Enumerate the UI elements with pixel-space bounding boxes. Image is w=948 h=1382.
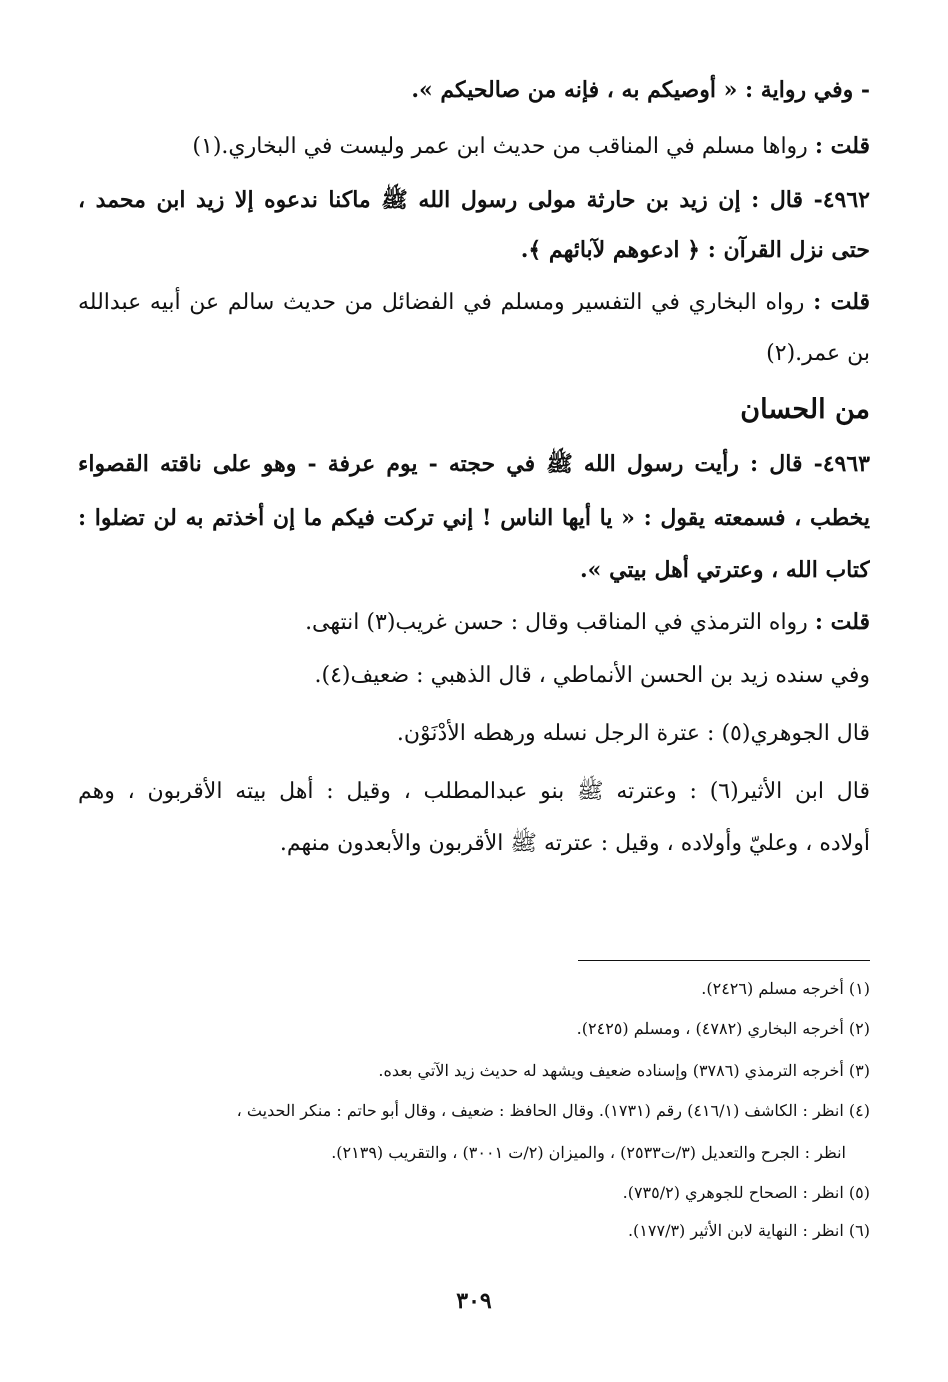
footnote-6: (٦) انظر : النهاية لابن الأثير (١٧٧/٣). [627, 1221, 870, 1240]
narration-variant-line: - وفي رواية : « أوصيكم به ، فإنه من صالحيكم ». [411, 77, 870, 103]
lexical-note: قال الجوهري(٥) : عترة الرجل نسله ورهطه الأدْنَوْن. [396, 721, 870, 746]
comment-line [78, 284, 870, 321]
comment-text: رواها مسلم في المناقب من حديث ابن عمر وليست في البخاري.(١) [192, 134, 815, 159]
footnote-1: (١) أخرجه مسلم (٢٤٢٦). [701, 979, 870, 998]
section-heading: من الحسان [740, 394, 870, 425]
hadith-4963-line-1: ٤٩٦٣- قال : رأيت رسول الله ﷺ في حجته - يوم عرفة - وهو على ناقته القصواء [78, 451, 870, 477]
footnote-5: (٥) انظر : الصحاح للجوهري (٧٣٥/٢). [622, 1183, 870, 1202]
hadith-4962-line-1: ٤٩٦٢- قال : إن زيد بن حارثة مولى رسول الله ﷺ ماكنا ندعوه إلا زيد ابن محمد ، [78, 187, 870, 213]
comment-line [78, 128, 870, 165]
page-number: ٣٠٩ [456, 1288, 492, 1314]
comment-continuation: بن عمر.(٢) [766, 341, 870, 366]
comment-text: رواه الترمذي في المناقب وقال : حسن غريب(٣) انتهى. [305, 610, 815, 635]
comment-text: رواه البخاري في التفسير ومسلم في الفضائل من حديث سالم عن أبيه عبدالله [78, 290, 814, 315]
hadith-4963-line-3: كتاب الله ، وعترتي أهل بيتي ». [580, 557, 870, 583]
narrator-note: وفي سنده زيد بن الحسن الأنماطي ، قال الذهبي : ضعيف(٤). [314, 663, 870, 688]
comment-label: قلت : [813, 289, 870, 315]
footnote-4-line-2: انظر : الجرح والتعديل (٣/ت٢٥٣٣) ، والميزان (٢/ت ٣٠٠١) ، والتقريب (٢١٣٩). [331, 1143, 846, 1162]
footnote-3: (٣) أخرجه الترمذي (٣٧٨٦) وإسناده ضعيف ويشهد له حديث زيد الآتي بعده. [378, 1061, 870, 1080]
comment-line [78, 604, 870, 641]
lexical-note-line-2: أولاده ، وعليّ وأولاده ، وقيل : عترته ﷺ الأقربون والأبعدون منهم. [279, 831, 870, 856]
comment-label: قلت : [814, 609, 870, 635]
footnote-2: (٢) أخرجه البخاري (٤٧٨٢) ، ومسلم (٢٤٢٥). [576, 1019, 870, 1038]
footnote-4-line-1: (٤) انظر : الكاشف (٤١٦/١) رقم (١٧٣١). وقال الحافظ : ضعيف ، وقال أبو حاتم : منكر الحديث ، [236, 1101, 870, 1120]
lexical-note-line-1: قال ابن الأثير(٦) : وعترته ﷺ بنو عبدالمطلب ، وقيل : أهل بيته الأقربون ، وهم [78, 779, 870, 804]
footnote-separator [578, 960, 870, 961]
hadith-4962-line-2: حتى نزل القرآن : ﴿ ادعوهم لآبائهم ﴾. [520, 237, 870, 263]
hadith-4963-line-2: يخطب ، فسمعته يقول : « يا أيها الناس ! إني تركت فيكم ما إن أخذتم به لن تضلوا : [78, 505, 870, 531]
comment-label: قلت : [814, 133, 870, 159]
